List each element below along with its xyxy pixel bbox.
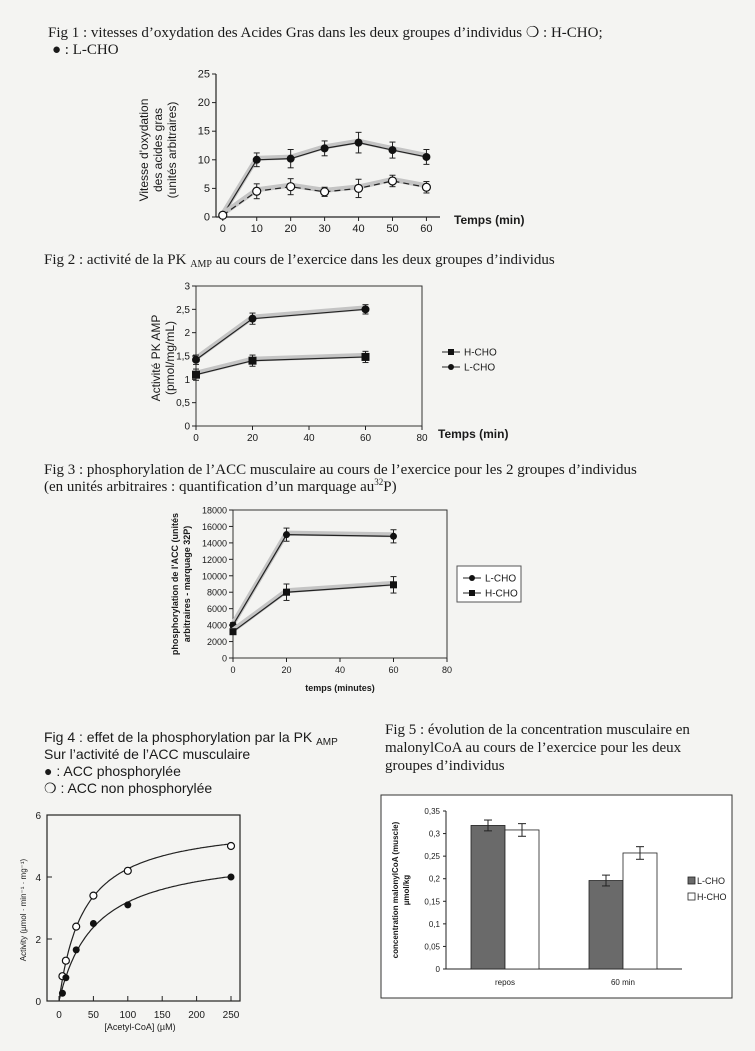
fig5-y-tick-label: 0,2	[428, 874, 440, 884]
fig4-data-point	[124, 901, 131, 908]
fig5-y-tick-label: 0	[435, 965, 440, 974]
fig2-y-tick-label: 2	[184, 328, 190, 340]
fig5-bar	[589, 881, 623, 969]
fig2-x-tick-label: 40	[303, 433, 315, 444]
fig1-data-point	[388, 146, 396, 154]
fig1-data-point	[355, 184, 363, 192]
fig3-x-tick-label: 20	[281, 665, 292, 675]
fig1-data-point	[253, 187, 261, 195]
fig5-legend-swatch	[688, 893, 695, 900]
fig3-data-point	[283, 589, 290, 596]
fig4-data-point	[73, 923, 80, 930]
fig5-y-axis-label: concentration malonylCoA (muscle)	[391, 821, 400, 959]
fig2-group	[149, 282, 508, 445]
fig1-caption-legend: ● : L-CHO	[52, 42, 119, 58]
fig3-y-tick-label: 14000	[201, 538, 227, 549]
fig3-legend-marker	[469, 575, 475, 581]
fig5-category-label: repos	[494, 978, 516, 987]
fig5-legend-label: L-CHO	[697, 876, 726, 886]
fig3-caption-line2-end: P)	[383, 479, 397, 495]
fig5-y-tick-label: 0,35	[424, 807, 440, 816]
fig1-x-tick-label: 10	[250, 223, 263, 235]
fig4-data-point	[73, 946, 80, 953]
fig2-legend-marker	[448, 349, 454, 355]
fig1-y-tick-label: 25	[197, 68, 210, 81]
fig3-x-tick-label: 80	[441, 665, 453, 675]
fig2-x-axis-label: Temps (min)	[438, 427, 509, 441]
fig3-legend-label: L-CHO	[485, 573, 517, 585]
fig4-y-tick-label: 4	[35, 873, 41, 884]
fig3-caption: Fig 3 : phosphorylation de l’ACC musculaire au cours de l’exercice pour les 2 groupes d’individus	[44, 462, 637, 478]
fig4-data-point	[62, 974, 69, 981]
fig2-caption-subscript: AMP	[190, 259, 212, 270]
fig1-caption: Fig 1 : vitesses d’oxydation des Acides Gras dans les deux groupes d’individus ❍ : H-CHO;	[48, 25, 603, 41]
fig1-y-tick-label: 0	[203, 211, 210, 224]
fig3-y-tick-label: 8000	[206, 587, 227, 598]
fig1-data-point	[287, 155, 295, 163]
fig5-caption-line3: groupes d’individus	[385, 758, 505, 774]
fig2-y-tick-label: 2,5	[176, 304, 190, 316]
fig4-x-tick-label: 0	[56, 1010, 62, 1021]
fig5-y-axis-label: µmol/kg	[402, 874, 411, 906]
fig4-caption-subscript: AMP	[316, 737, 338, 748]
fig3-x-tick-label: 60	[388, 665, 399, 675]
fig4-data-point	[62, 957, 69, 964]
fig3-caption-superscript: 32	[374, 477, 384, 487]
fig3-y-tick-label: 12000	[201, 554, 227, 565]
fig3-data-point	[390, 581, 397, 588]
fig1-y-tick-label: 15	[197, 125, 210, 138]
fig2-y-tick-label: 1	[184, 374, 190, 386]
fig3-legend-label: H-CHO	[485, 588, 518, 600]
fig3-x-axis-label: temps (minutes)	[305, 683, 375, 693]
fig1-data-point	[287, 183, 295, 191]
fig5-caption-line2: malonylCoA au cours de l’exercice pour les deux	[385, 740, 682, 756]
fig4-y-axis-label: Activity (µmol · min⁻¹ · mg⁻¹)	[19, 858, 28, 962]
fig5-y-tick-label: 0,3	[428, 829, 440, 839]
fig1-data-point	[422, 153, 430, 161]
fig4-y-tick-label: 2	[35, 935, 41, 946]
fig4-data-point	[228, 843, 235, 850]
fig3-caption-line2-text: (en unités arbitraires : quantification d’un marquage au	[44, 479, 375, 495]
fig1-x-tick-label: 20	[284, 223, 297, 235]
fig2-x-tick-label: 0	[193, 433, 199, 444]
fig3-group	[170, 506, 521, 694]
fig5-legend-swatch	[688, 877, 695, 884]
fig3-y-tick-label: 4000	[206, 620, 227, 631]
fig1-x-axis-label: Temps (min)	[454, 213, 525, 227]
fig2-data-point	[192, 356, 200, 364]
fig1-y-tick-label: 20	[197, 97, 210, 110]
fig3-y-axis-label: arbitraires - marquage 32P)	[182, 525, 192, 643]
fig4-x-tick-label: 150	[153, 1010, 171, 1021]
fig4-y-tick-label: 6	[35, 811, 41, 822]
fig2-y-tick-label: 1,5	[176, 351, 190, 363]
fig1-y-tick-label: 5	[203, 182, 210, 195]
fig3-y-tick-label: 2000	[206, 637, 227, 648]
fig1-y-axis-label: (unités arbitraires)	[165, 101, 179, 199]
fig2-x-tick-label: 20	[246, 433, 259, 444]
fig4-caption-text: Fig 4 : effet de la phosphorylation par la PK	[44, 729, 313, 745]
fig2-y-axis-label: Activité PK AMP	[149, 314, 163, 402]
fig4-caption-line4: ❍ : ACC non phosphorylée	[44, 780, 213, 796]
fig2-data-point	[249, 315, 257, 323]
fig5-y-tick-label: 0,05	[424, 942, 440, 952]
fig4-y-tick-label: 0	[35, 997, 41, 1008]
fig4-plot-frame	[47, 815, 240, 1001]
fig5-y-tick-label: 0,25	[424, 852, 440, 862]
fig3-x-tick-label: 0	[230, 665, 236, 675]
fig2-x-tick-label: 80	[416, 433, 428, 444]
fig1-x-tick-label: 40	[352, 223, 365, 235]
fig4-data-point	[90, 920, 97, 927]
fig5-group	[381, 795, 732, 998]
fig2-data-point	[192, 371, 200, 379]
fig5-y-tick-label: 0,15	[424, 897, 440, 907]
fig2-caption-rest: au cours de l’exercice dans les deux groupes d’individus	[215, 252, 555, 268]
fig3-y-tick-label: 16000	[201, 521, 227, 532]
fig1-y-axis-label: des acides gras	[151, 107, 165, 193]
fig2-y-tick-label: 0,5	[176, 398, 190, 410]
fig1-data-point	[321, 144, 329, 152]
fig4-data-point	[59, 990, 66, 997]
fig2-y-tick-label: 0	[184, 421, 190, 433]
fig1-y-axis-label: Vitesse d'oxydation	[137, 98, 151, 202]
fig2-y-axis-label: (pmol/mg/mL)	[163, 320, 177, 396]
fig4-x-tick-label: 50	[87, 1010, 99, 1021]
fig1-data-point	[355, 139, 363, 147]
fig1-group	[137, 69, 524, 236]
fig3-data-point	[230, 628, 237, 635]
fig2-x-tick-label: 60	[359, 433, 372, 444]
fig3-data-point	[390, 533, 397, 540]
fig4-caption-line2: Sur l’activité de l’ACC musculaire	[44, 746, 251, 762]
fig3-legend-marker	[469, 590, 475, 596]
fig5-bar	[505, 830, 539, 969]
fig5-legend-label: H-CHO	[697, 892, 727, 902]
fig5-y-tick-label: 0,1	[428, 919, 440, 929]
fig4-data-point	[90, 892, 97, 899]
fig2-legend-label: H-CHO	[464, 347, 497, 359]
fig3-y-tick-label: 10000	[201, 571, 227, 582]
fig4-data-point	[228, 874, 235, 881]
fig4-group	[19, 811, 240, 1032]
fig3-y-tick-label: 0	[221, 653, 227, 664]
fig3-y-tick-label: 6000	[206, 604, 227, 615]
fig5-caption: Fig 5 : évolution de la concentration musculaire en	[385, 722, 690, 738]
fig1-data-point	[422, 183, 430, 191]
fig1-series-line	[223, 181, 427, 215]
fig4-x-tick-label: 200	[188, 1010, 205, 1021]
fig4-x-axis-label: [Acetyl-CoA] (µM)	[104, 1022, 176, 1032]
fig4-caption-line3: ● : ACC phosphorylée	[44, 763, 181, 779]
fig1-data-point	[321, 188, 329, 196]
fig2-series-line	[196, 309, 366, 359]
fig1-data-point	[388, 177, 396, 185]
fig4-fit-curve	[59, 877, 231, 1002]
fig1-x-tick-label: 50	[386, 223, 399, 235]
fig5-bar	[623, 853, 657, 969]
fig1-data-point	[253, 156, 261, 164]
fig1-x-tick-label: 30	[318, 223, 331, 235]
fig3-data-point	[283, 531, 290, 538]
fig5-bar	[471, 825, 505, 969]
fig2-y-tick-label: 3	[184, 281, 190, 293]
fig2-legend-label: L-CHO	[464, 362, 496, 374]
fig4-fit-curve	[59, 844, 231, 1001]
fig1-x-tick-label: 60	[420, 223, 433, 235]
fig1-x-tick-label: 0	[219, 223, 226, 235]
fig4-x-tick-label: 100	[119, 1010, 137, 1021]
fig2-data-point	[362, 305, 370, 313]
fig3-x-tick-label: 40	[334, 665, 346, 675]
fig3-y-tick-label: 18000	[201, 505, 227, 516]
fig4-data-point	[124, 867, 131, 874]
fig5-category-label: 60 min	[610, 978, 636, 987]
fig2-legend-marker	[448, 364, 454, 370]
fig2-data-point	[249, 357, 257, 365]
fig2-caption-text: Fig 2 : activité de la PK	[44, 252, 187, 268]
fig2-series-shadow	[196, 308, 366, 358]
fig4-x-tick-label: 250	[222, 1010, 240, 1021]
fig2-data-point	[362, 353, 370, 361]
fig3-y-axis-label: phosphorylation de l'ACC (unités	[170, 512, 180, 656]
fig1-y-tick-label: 10	[197, 154, 210, 167]
fig3-series-line	[233, 585, 394, 632]
fig1-data-point	[219, 211, 227, 219]
